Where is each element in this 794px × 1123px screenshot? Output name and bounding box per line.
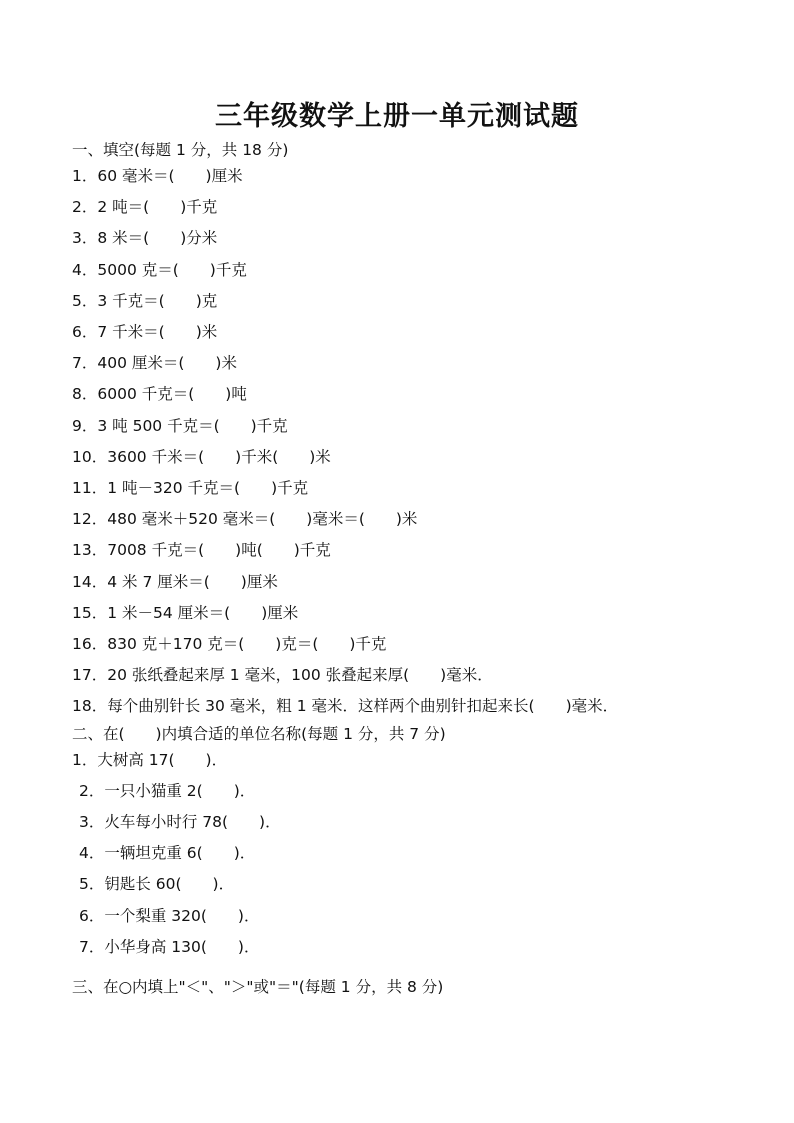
question-item: 1．大树高 17( )．	[72, 751, 228, 769]
question-item: 2．2 吨＝( )千克	[72, 198, 218, 216]
question-item: 18．每个曲别针长 30 毫米，粗 1 毫米．这样两个曲别针扣起来长( )毫米．	[72, 697, 619, 715]
section-heading-units: 二、在( )内填合适的单位名称(每题 1 分，共 7 分)	[72, 725, 446, 743]
question-item: 5．3 千克＝( )克	[72, 292, 218, 310]
question-item: 11．1 吨－320 千克＝( )千克	[72, 479, 309, 497]
question-item: 15．1 米－54 厘米＝( )厘米	[72, 604, 299, 622]
question-item: 17．20 张纸叠起来厚 1 毫米，100 张叠起来厚( )毫米．	[72, 666, 493, 684]
question-item: 6．7 千米＝( )米	[72, 323, 218, 341]
question-item: 16．830 克＋170 克＝( )克＝( )千克	[72, 635, 387, 653]
question-item: 7．400 厘米＝( )米	[72, 354, 237, 372]
question-item: 10．3600 千米＝( )千米( )米	[72, 448, 331, 466]
question-item: 5．钥匙长 60( )．	[79, 875, 235, 893]
page-title: 三年级数学上册一单元测试题	[215, 101, 579, 132]
question-item: 12．480 毫米＋520 毫米＝( )毫米＝( )米	[72, 510, 418, 528]
question-item: 8．6000 千克＝( )吨	[72, 385, 247, 403]
section-heading-fill-in: 一、填空(每题 1 分，共 18 分)	[72, 141, 289, 159]
question-item: 6．一个梨重 320( )．	[79, 907, 260, 925]
question-item: 2．一只小猫重 2( )．	[79, 782, 256, 800]
question-item: 4．一辆坦克重 6( )．	[79, 844, 256, 862]
question-item: 3．火车每小时行 78( )．	[79, 813, 281, 831]
question-item: 3．8 米＝( )分米	[72, 229, 218, 247]
question-item: 13．7008 千克＝( )吨( )千克	[72, 541, 331, 559]
question-item: 14．4 米 7 厘米＝( )厘米	[72, 573, 278, 591]
section-heading-compare: 三、在○内填上"＜"、"＞"或"＝"(每题 1 分，共 8 分)	[72, 978, 444, 996]
question-item: 4．5000 克＝( )千克	[72, 261, 247, 279]
question-item: 9．3 吨 500 千克＝( )千克	[72, 417, 288, 435]
question-item: 1．60 毫米＝( )厘米	[72, 167, 243, 185]
question-item: 7．小华身高 130( )．	[79, 938, 260, 956]
